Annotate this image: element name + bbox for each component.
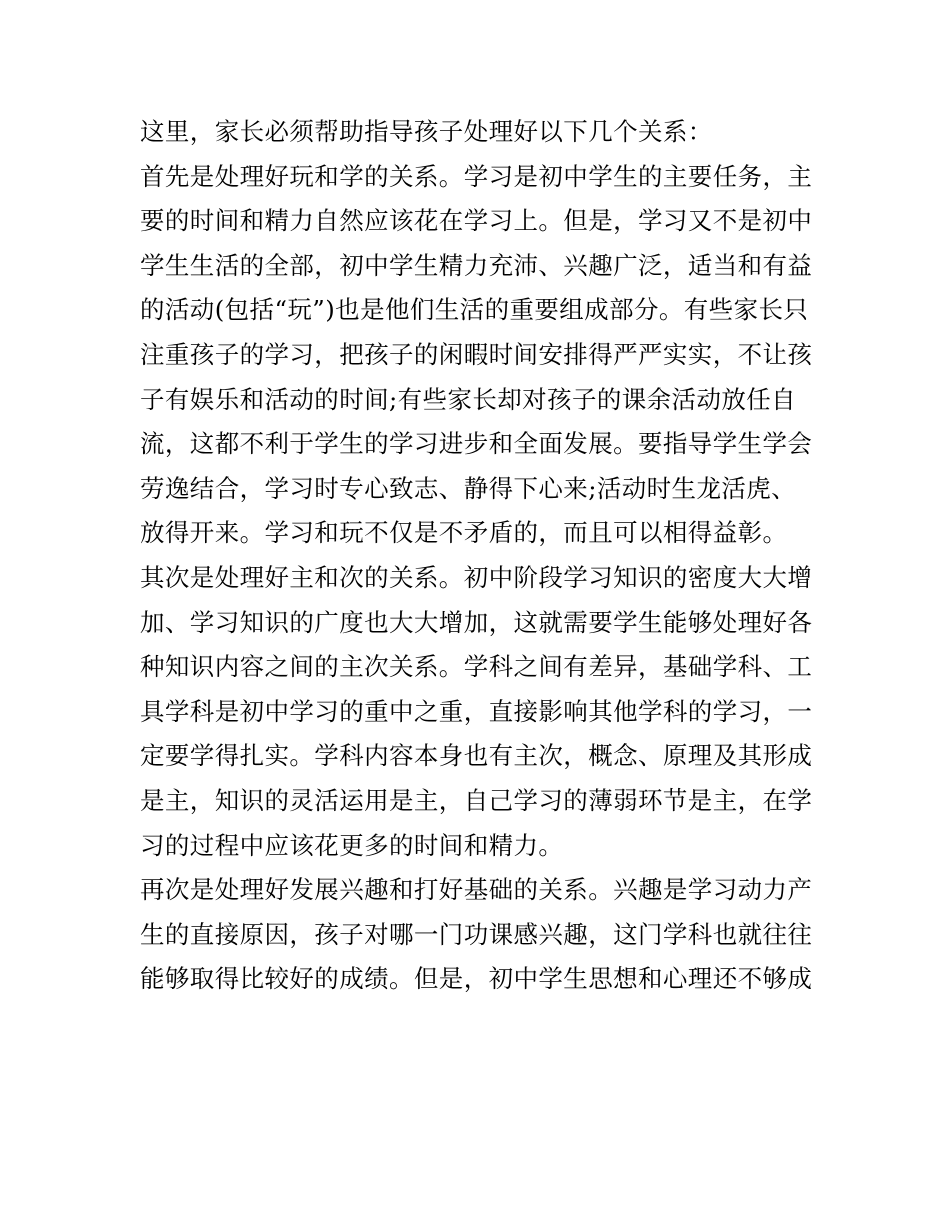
text-line: 的活动(包括“玩”)也是他们生活的重要组成部分。有些家长只 bbox=[140, 295, 809, 325]
text-line: 子有娱乐和活动的时间;有些家长却对孩子的课余活动放任自 bbox=[140, 384, 797, 414]
text-line: 习的过程中应该花更多的时间和精力。 bbox=[140, 830, 564, 860]
text-line: 放得开来。学习和玩不仅是不矛盾的，而且可以相得益彰。 bbox=[140, 518, 788, 548]
document-body bbox=[140, 110, 820, 1002]
text-line: 生的直接原因，孩子对哪一门功课感兴趣，这门学科也就往往 bbox=[140, 919, 813, 949]
text-line: 劳逸结合，学习时专心致志、静得下心来;活动时生龙活虎、 bbox=[140, 473, 797, 503]
text-line: 注重孩子的学习，把孩子的闲暇时间安排得严严实实，不让孩 bbox=[140, 339, 813, 369]
text-line: 要的时间和精力自然应该花在学习上。但是，学习又不是初中 bbox=[140, 206, 813, 236]
text-line: 是主，知识的灵活运用是主，自己学习的薄弱环节是主，在学 bbox=[140, 785, 813, 815]
text-line: 再次是处理好发展兴趣和打好基础的关系。兴趣是学习动力产 bbox=[140, 875, 813, 905]
text-line: 加、学习知识的广度也大大增加，这就需要学生能够处理好各 bbox=[140, 607, 813, 637]
text-line: 学生生活的全部，初中学生精力充沛、兴趣广泛，适当和有益 bbox=[140, 250, 813, 280]
text-line: 具学科是初中学习的重中之重，直接影响其他学科的学习，一 bbox=[140, 696, 813, 726]
text-line: 能够取得比较好的成绩。但是，初中学生思想和心理还不够成 bbox=[140, 964, 813, 994]
text-line: 其次是处理好主和次的关系。初中阶段学习知识的密度大大增 bbox=[140, 562, 813, 592]
text-line: 定要学得扎实。学科内容本身也有主次，概念、原理及其形成 bbox=[140, 741, 813, 771]
text-line: 流，这都不利于学生的学习进步和全面发展。要指导学生学会 bbox=[140, 429, 813, 459]
text-line: 种知识内容之间的主次关系。学科之间有差异，基础学科、工 bbox=[140, 652, 813, 682]
text-line: 首先是处理好玩和学的关系。学习是初中学生的主要任务，主 bbox=[140, 161, 813, 191]
text-line: 这里，家长必须帮助指导孩子处理好以下几个关系： bbox=[140, 117, 713, 146]
